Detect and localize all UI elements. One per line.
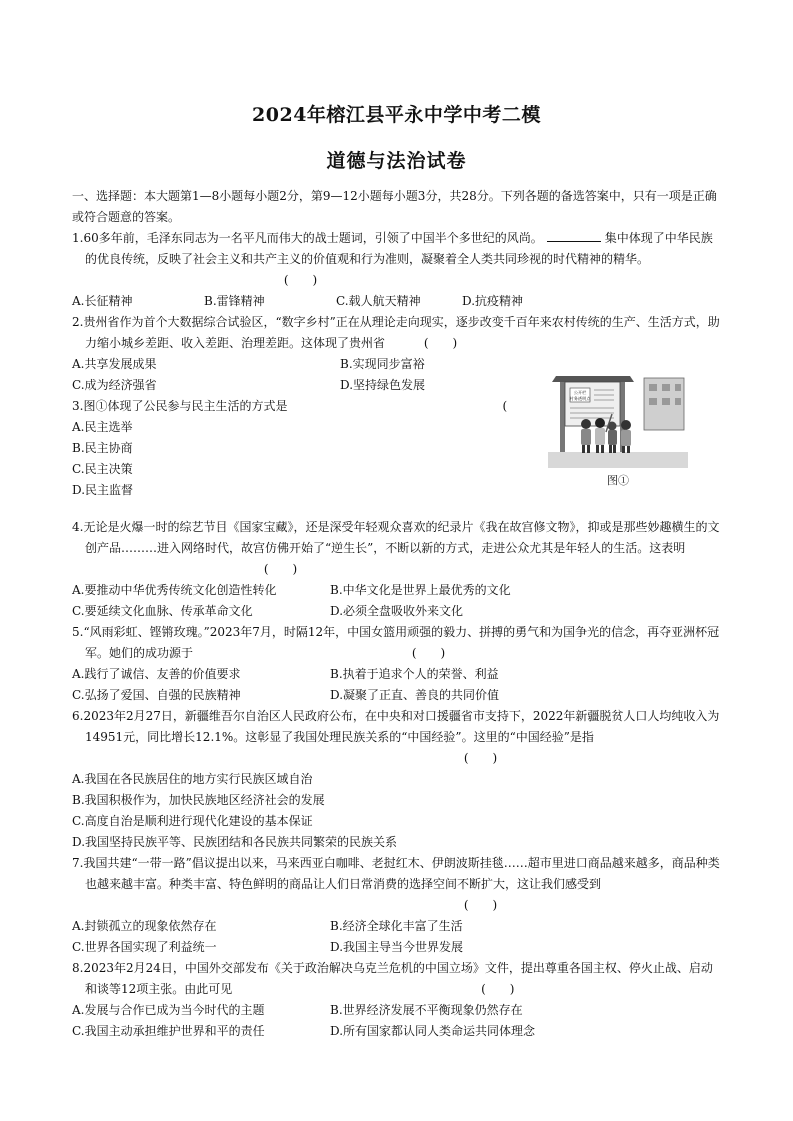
q3-stem: 3.图①体现了公民参与民主生活的方式是 (72, 399, 288, 413)
q2-option-c: C.成为经济强省 (72, 378, 157, 392)
q6-option-b: B.我国积极作为，加快民族地区经济社会的发展 (72, 793, 325, 807)
q3-option-d: D.民主监督 (72, 483, 134, 497)
q4-option-c: C.要延续文化血脉、传承革命文化 (72, 604, 253, 618)
exam-title: 2024年榕江县平永中学中考二模 (252, 104, 541, 126)
answer-paren: ( ) (263, 562, 298, 576)
q2-stem: 2.贵州省作为首个大数据综合试验区，“数字乡村”正在从理论走向现实，逐步改变千百年来农村传统的生产、生活方式，助力缩小城乡差距、收入差距、治理差距。这体现了贵州省 (72, 315, 720, 350)
figure-caption: 图① (607, 474, 629, 487)
question-2 (72, 312, 722, 354)
answer-paren: ( ) (463, 898, 498, 912)
q6-option-a: A.我国在各民族居住的地方实行民族区域自治 (72, 772, 313, 786)
q3-option-c: C.民主决策 (72, 462, 133, 476)
figure-illustration (548, 368, 688, 468)
q1-option-a: A.长征精神 (72, 294, 133, 308)
question-8 (72, 958, 722, 1000)
q3-option-b: B.民主协商 (72, 441, 133, 455)
q3-paren: ( (502, 399, 508, 413)
q1-options (72, 291, 722, 312)
q8-option-c: C.我国主动承担维护世界和平的责任 (72, 1024, 265, 1038)
q6-option-d: D.我国坚持民族平等、民族团结和各民族共同繁荣的民族关系 (72, 835, 398, 849)
q1-stem-a: 1.60多年前，毛泽东同志为一名平凡而伟大的战士题词，引领了中国半个多世纪的风尚。 (72, 231, 543, 245)
q5-options-row1 (72, 664, 722, 685)
exam-content (72, 186, 722, 1042)
exam-subtitle: 道德与法治试卷 (326, 150, 467, 172)
q5-option-c: C.弘扬了爱国、自强的民族精神 (72, 688, 241, 702)
q4-stem: 4.无论是火爆一时的综艺节目《国家宝藏》，还是深受年轻观众喜欢的纪录片《我在故宫修文物》，抑或是那些妙趣横生的文创产品………进入网络时代，故宫仿佛开始了“逆生长”，不断以新的方式，走进公众尤其是年轻人的生活。这表明 (72, 520, 720, 555)
q8-option-b: B.世界经济发展不平衡现象仍然存在 (330, 1003, 523, 1017)
answer-paren: ( ) (283, 273, 318, 287)
q8-options-row1 (72, 1000, 722, 1021)
q4-options-row2 (72, 601, 722, 622)
figure-sign-line2: 村务透明点 (569, 396, 591, 401)
q4-option-b: B.中华文化是世界上最优秀的文化 (330, 583, 511, 597)
q3-option-a: A.民主选举 (72, 420, 133, 434)
q2-option-d: D.坚持绿色发展 (340, 378, 426, 392)
q1-stem-b: 集中体现了中华民族的优良传统，反映了社会主义和共产主义的价值观和行为准则，凝聚着全人类共同珍视的时代精神的精华。 (85, 231, 713, 266)
q8-stem: 8.2023年2月24日，中国外交部发布《关于政治解决乌克兰危机的中国立场》文件，提出尊重各国主权、停火止战、启动和谈等12项主张。由此可见 (72, 961, 713, 996)
q4-options-row1 (72, 580, 722, 601)
q1-blank (547, 229, 601, 242)
q1-option-d: D.抗疫精神 (462, 294, 524, 308)
q8-options-row2 (72, 1021, 722, 1042)
q7-option-c: C.世界各国实现了利益统一 (72, 940, 217, 954)
question-5 (72, 622, 722, 664)
q7-option-d: D.我国主导当今世界发展 (330, 940, 464, 954)
q7-options-row1 (72, 916, 722, 937)
question-6 (72, 706, 722, 769)
q8-option-d: D.所有国家都认同人类命运共同体理念 (330, 1024, 536, 1038)
question-3 (72, 390, 722, 501)
q1-option-b: B.雷锋精神 (204, 294, 265, 308)
q5-options-row2 (72, 685, 722, 706)
question-7 (72, 853, 722, 916)
q2-option-a: A.共享发展成果 (72, 357, 157, 371)
q2-option-b: B.实现同步富裕 (340, 357, 425, 371)
question-1 (72, 228, 722, 291)
q7-option-b: B.经济全球化丰富了生活 (330, 919, 463, 933)
q7-stem: 7.我国共建“一带一路”倡议提出以来，马来西亚白咖啡、老挝红木、伊朗波斯挂毯……超市里进口商品越来越多，商品种类也越来越丰富。种类丰富、特色鲜明的商品让人们日常消费的选择空间不断扩大，这让我们感受到 (72, 856, 720, 891)
figure-sign-line1: 公开栏 (573, 390, 587, 395)
q5-option-a: A.践行了诚信、友善的价值要求 (72, 667, 241, 681)
answer-paren: ( ) (411, 646, 446, 660)
answer-paren: ( ) (423, 336, 458, 350)
answer-paren: ( ) (481, 982, 515, 996)
q7-option-a: A.封锁孤立的现象依然存在 (72, 919, 217, 933)
q5-option-d: D.凝聚了正直、善良的共同价值 (330, 688, 500, 702)
q1-option-c: C.载人航天精神 (336, 294, 421, 308)
question-4 (72, 517, 722, 580)
answer-paren: ( ) (463, 751, 498, 765)
q8-option-a: A.发展与合作已成为当今时代的主题 (72, 1003, 265, 1017)
q5-stem: 5.“风雨彩虹、铿锵玫瑰。”2023年7月，时隔12年，中国女篮用顽强的毅力、拼搏的勇气和为国争光的信念，再夺亚洲杯冠军。她们的成功源于 (72, 625, 720, 660)
q7-options-row2 (72, 937, 722, 958)
q4-option-a: A.要推动中华优秀传统文化创造性转化 (72, 583, 277, 597)
section-intro: 一、选择题：本大题第1—8小题每小题2分，第9—12小题每小题3分，共28分。下列各题的备选答案中，只有一项是正确或符合题意的答案。 (72, 189, 717, 224)
q5-option-b: B.执着于追求个人的荣誉、利益 (330, 667, 499, 681)
q6-stem: 6.2023年2月27日，新疆维吾尔自治区人民政府公布，在中央和对口援疆省市支持下，2022年新疆脱贫人口人均纯收入为14951元，同比增长12.1%。这彰显了我国处理民族关系的“中国经验”。这里的“中国经验”是指 (72, 709, 720, 744)
q6-option-c: C.高度自治是顺利进行现代化建设的基本保证 (72, 814, 313, 828)
q4-option-d: D.必须全盘吸收外来文化 (330, 604, 464, 618)
